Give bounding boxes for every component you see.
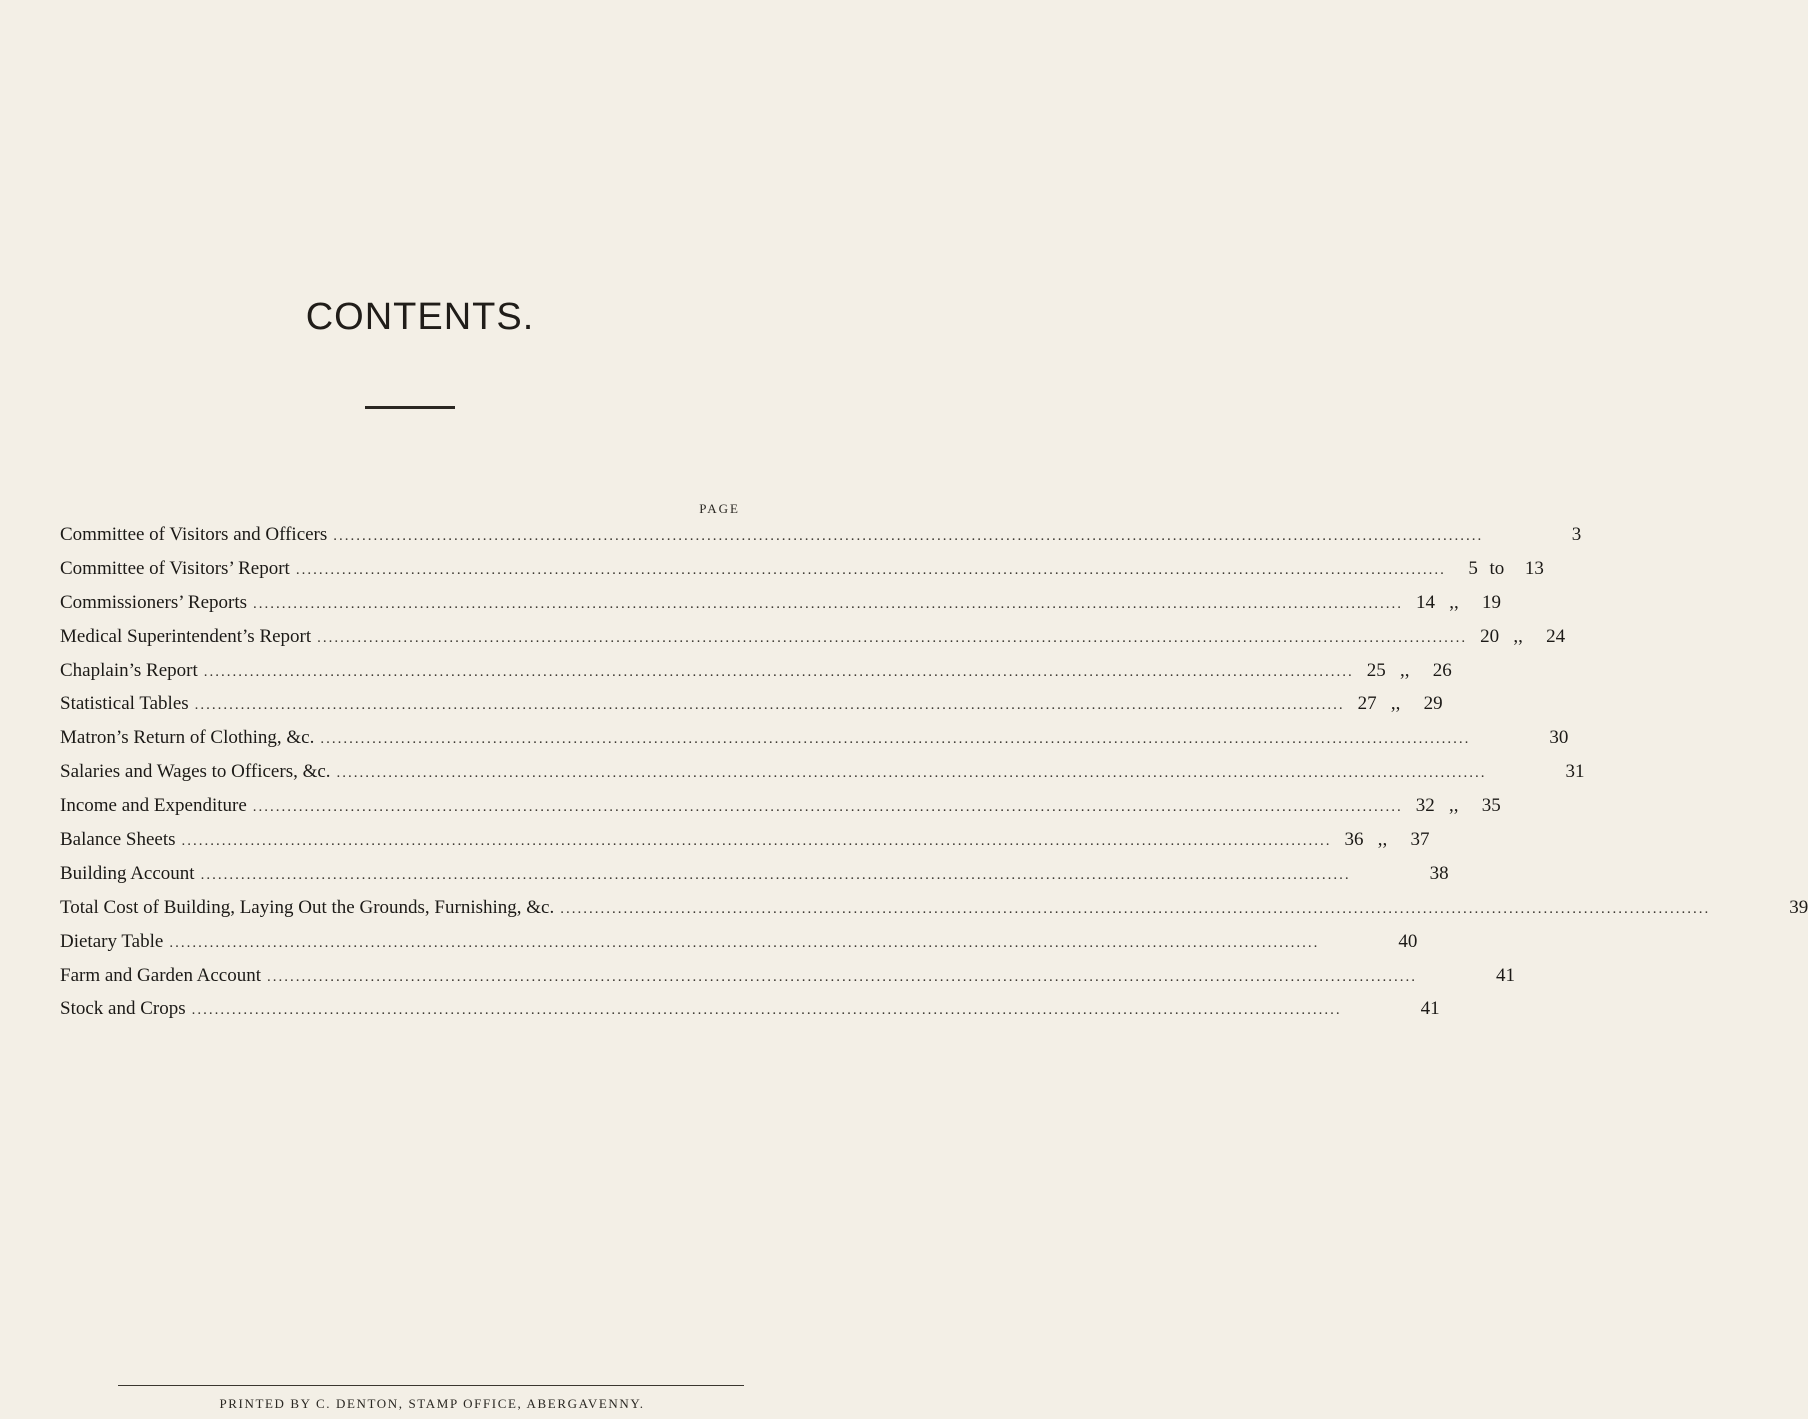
- contents-entry: [60, 857, 1449, 891]
- entry-pages: [1348, 992, 1440, 1026]
- page-title: CONTENTS.: [305, 296, 535, 338]
- entry-page: 3: [1571, 524, 1582, 545]
- entry-label: Statistical Tables: [60, 693, 189, 715]
- entry-page-start: 36: [1344, 829, 1364, 851]
- contents-entry: [60, 891, 1808, 925]
- dot-leader: ........................................................................................................................................................................................................: [336, 765, 1487, 782]
- entry-pages: [1338, 823, 1430, 857]
- dot-leader: ........................................................................................................................................................................................................: [169, 934, 1320, 951]
- entry-pages: [1716, 891, 1808, 925]
- contents-entry: [60, 823, 1430, 857]
- printer-imprint: PRINTED BY C. DENTON, STAMP OFFICE, ABERGAVENNY.: [219, 1396, 645, 1411]
- entry-page-end: 35: [1481, 795, 1501, 817]
- entry-pages: [1360, 654, 1452, 688]
- entry-label: Stock and Crops: [60, 998, 186, 1020]
- entry-pages: [1351, 687, 1443, 721]
- entry-page: 31: [1565, 761, 1585, 783]
- entry-page-start: 32: [1415, 795, 1435, 817]
- contents-entry: [60, 654, 1452, 688]
- entry-page: 40: [1398, 930, 1418, 952]
- contents-entry: [60, 552, 1544, 586]
- entry-page-separator: ,,: [1513, 625, 1523, 647]
- contents-entry: [60, 687, 1443, 721]
- entry-page: 38: [1429, 862, 1449, 884]
- entry-pages: [1493, 755, 1585, 789]
- contents-entry: [60, 755, 1585, 789]
- entry-page-separator: ,,: [1390, 693, 1401, 715]
- contents-entry: [60, 620, 1566, 654]
- contents-entry: [60, 586, 1502, 620]
- contents-entry: [60, 721, 1569, 755]
- entry-label: Farm and Garden Account: [60, 964, 262, 986]
- entry-page: 30: [1549, 727, 1569, 749]
- entry-page-end: 19: [1482, 591, 1502, 613]
- entry-page-start: 14: [1416, 591, 1436, 613]
- title-rule: [365, 406, 455, 409]
- entry-label: Committee of Visitors’ Report: [60, 557, 290, 579]
- dot-leader: ........................................................................................................................................................................................................: [191, 1002, 1342, 1019]
- entry-label: Matron’s Return of Clothing, &c.: [60, 727, 315, 749]
- entry-page-separator: to: [1489, 557, 1505, 579]
- entry-label: Building Account: [60, 862, 195, 884]
- entry-page-start: 25: [1366, 659, 1386, 681]
- dot-leader: ........................................................................................................................................................................................................: [267, 968, 1418, 985]
- entry-page-start: 5: [1468, 557, 1478, 579]
- entry-page-separator: ,,: [1377, 829, 1388, 851]
- entry-pages: [1409, 789, 1501, 823]
- entry-label: Medical Superintendent’s Report: [60, 625, 312, 647]
- dot-leader: ........................................................................................................................................................................................................: [320, 731, 1471, 748]
- footer-rule: [118, 1385, 744, 1386]
- dot-leader: ........................................................................................................................................................................................................: [560, 900, 1711, 917]
- entry-page: 41: [1496, 964, 1516, 986]
- entry-label: Chaplain’s Report: [60, 659, 198, 681]
- entry-pages: [1357, 857, 1449, 891]
- entry-page: 41: [1420, 998, 1440, 1020]
- entry-page-end: 24: [1546, 625, 1566, 647]
- entry-page-separator: ,,: [1449, 591, 1459, 613]
- entry-label: Income and Expenditure: [60, 795, 247, 817]
- entry-pages: [1325, 925, 1417, 959]
- entry-page-end: 26: [1432, 659, 1452, 681]
- entry-pages: [1473, 620, 1565, 654]
- entry-pages: [1423, 959, 1515, 993]
- entry-page-separator: ,,: [1449, 795, 1459, 817]
- entry-label: Total Cost of Building, Laying Out the Grounds, Furnishing, &c.: [60, 896, 555, 918]
- entry-page-separator: ,,: [1399, 659, 1410, 681]
- entry-page-start: 27: [1357, 693, 1377, 715]
- contents-entry: [60, 925, 1418, 959]
- dot-leader: ........................................................................................................................................................................................................: [203, 663, 1354, 680]
- dot-leader: ........................................................................................................................................................................................................: [317, 629, 1468, 646]
- page-column-heading: PAGE: [699, 501, 740, 516]
- entry-label: Salaries and Wages to Officers, &c.: [60, 761, 331, 783]
- entry-label: Balance Sheets: [60, 829, 176, 851]
- entry-page-end: 37: [1410, 829, 1430, 851]
- contents-list: [60, 518, 1808, 1026]
- dot-leader: ........................................................................................................................................................................................................: [333, 528, 1484, 544]
- entry-label: Committee of Visitors and Officers: [60, 524, 328, 545]
- entry-page-start: 20: [1480, 625, 1500, 647]
- entry-page-end: 29: [1423, 693, 1443, 715]
- dot-leader: ........................................................................................................................................................................................................: [253, 595, 1404, 612]
- entry-page-end: 13: [1524, 557, 1544, 579]
- dot-leader: ........................................................................................................................................................................................................: [295, 561, 1446, 578]
- contents-entry: [60, 959, 1516, 993]
- dot-leader: ........................................................................................................................................................................................................: [181, 833, 1332, 850]
- entry-pages: [1409, 586, 1501, 620]
- entry-pages: [1452, 552, 1544, 586]
- contents-entry: [60, 518, 1582, 552]
- contents-entry: [60, 992, 1440, 1026]
- entry-label: Commissioners’ Reports: [60, 591, 248, 613]
- contents-entry: [60, 789, 1501, 823]
- entry-pages: [1489, 518, 1581, 552]
- entry-label: Dietary Table: [60, 930, 164, 952]
- entry-pages: [1476, 721, 1568, 755]
- entry-page: 39: [1789, 896, 1808, 918]
- dot-leader: ........................................................................................................................................................................................................: [200, 866, 1351, 883]
- dot-leader: ........................................................................................................................................................................................................: [252, 799, 1403, 816]
- dot-leader: ........................................................................................................................................................................................................: [194, 697, 1345, 714]
